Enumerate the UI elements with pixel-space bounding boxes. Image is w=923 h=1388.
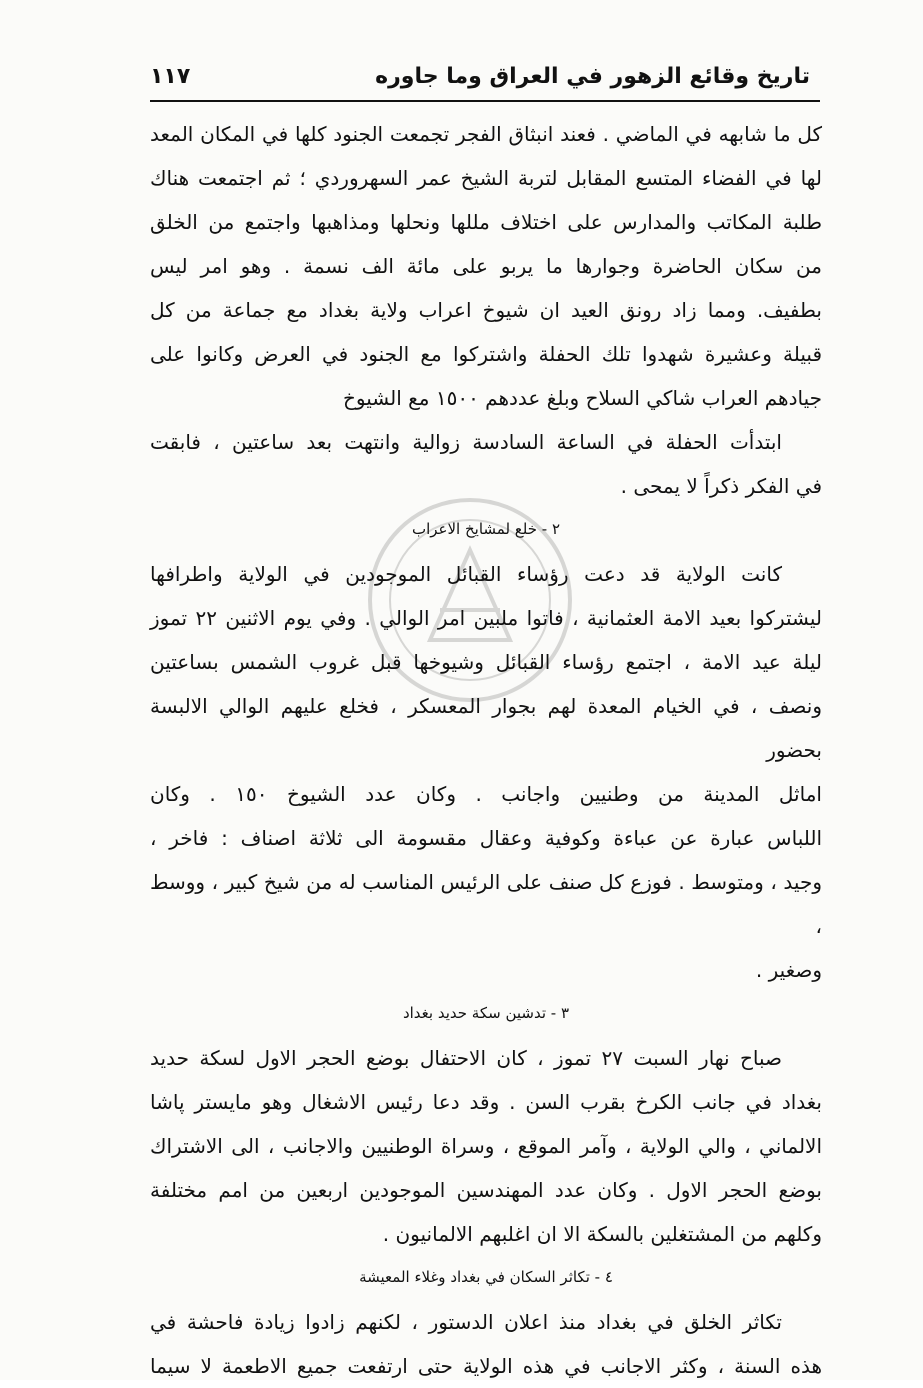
body-line: من سكان الحاضرة وجوارها ما يربو على مائة الف نسمة . وهو امر ليس	[150, 254, 822, 278]
body-line: وصغير .	[755, 958, 822, 982]
body-line: بطفيف. ومما زاد رونق العيد ان شيوخ اعراب ولاية بغداد مع جماعة من كل	[150, 298, 822, 322]
section-heading-2: ٢ - خلع لمشايخ الاعراب	[411, 520, 561, 538]
body-line: تكاثر الخلق في بغداد منذ اعلان الدستور ، لكنهم زادوا زيادة فاحشة في	[150, 1310, 782, 1334]
body-line: وكلهم من المشتغلين بالسكة الا ان اغلبهم الالمانيون .	[382, 1222, 822, 1246]
body-line: ليشتركوا بعيد الامة العثمانية ، فاتوا ملبين امر الوالي . وفي يوم الاثنين ٢٢ تموز	[150, 606, 822, 630]
body-line: صباح نهار السبت ٢٧ تموز ، كان الاحتفال بوضع الحجر الاول لسكة حديد	[150, 1046, 783, 1070]
body-line: بوضع الحجر الاول . وكان عدد المهندسين الموجودين اربعين من امم مختلفة	[150, 1178, 822, 1202]
section-heading-4: ٤ - تكاثر السكان في بغداد وغلاء المعيشة	[359, 1268, 613, 1286]
body-line: في الفكر ذكراً لا يمحى .	[620, 474, 822, 498]
body-line: اللباس عبارة عن عباءة وكوفية وعقال مقسومة الى ثلاثة اصناف : فاخر ،	[150, 826, 822, 850]
section-heading-3: ٣ - تدشين سكة حديد بغداد	[402, 1004, 570, 1022]
page-number: ١١٧	[150, 63, 191, 89]
body-line: لها في الفضاء المتسع المقابل لتربة الشيخ عمر السهروردي ؛ ثم اجتمعت هناك	[150, 166, 822, 190]
body-line: قبيلة وعشيرة شهدوا تلك الحفلة واشتركوا مع الجنود في العرض وكانوا على	[150, 342, 822, 366]
running-title: تاريخ وقائع الزهور في العراق وما جاوره	[375, 63, 810, 89]
running-header	[150, 58, 810, 94]
body-line: طلبة المكاتب والمدارس على اختلاف مللها ونحلها ومذاهبها واجتمع من الخلق	[150, 210, 822, 234]
body-line: ونصف ، في الخيام المعدة لهم بجوار المعسكر ، فخلع عليهم الوالي الالبسة بحضور	[150, 694, 822, 762]
body-line: بغداد في جانب الكرخ بقرب السن . وقد دعا رئيس الاشغال وهو مايستر پاشا	[150, 1090, 822, 1114]
body-line: ابتدأت الحفلة في الساعة السادسة زوالية وانتهت بعد ساعتين ، فابقت	[150, 430, 782, 454]
body-line: وجيد ، ومتوسط . فوزع كل صنف على الرئيس المناسب له من شيخ كبير ، ووسط ،	[150, 870, 822, 938]
body-line: اماثل المدينة من وطنيين واجانب . وكان عدد الشيوخ ١٥٠ . وكان	[150, 782, 822, 806]
body-line: جيادهم العراب شاكي السلاح وبلغ عددهم ١٥٠٠ مع الشيوخ	[343, 386, 822, 410]
page-body	[150, 112, 822, 1388]
body-line: ليلة عيد الامة ، اجتمع رؤساء القبائل وشيوخها قبل غروب الشمس بساعتين	[150, 650, 822, 674]
body-line: هذه السنة ، وكثر الاجانب في هذه الولاية حتى ارتفعت جميع الاطعمة لا سيما	[150, 1354, 822, 1378]
body-line: كل ما شابهه في الماضي . فعند انبثاق الفجر تجمعت الجنود كلها في المكان المعد	[150, 122, 822, 146]
body-line: كانت الولاية قد دعت رؤساء القبائل الموجودين في الولاية واطرافها	[150, 562, 782, 586]
header-rule	[150, 100, 820, 102]
body-line: الالماني ، والي الولاية ، وآمر الموقع ، وسراة الوطنيين والاجانب ، الى الاشتراك	[150, 1134, 822, 1158]
